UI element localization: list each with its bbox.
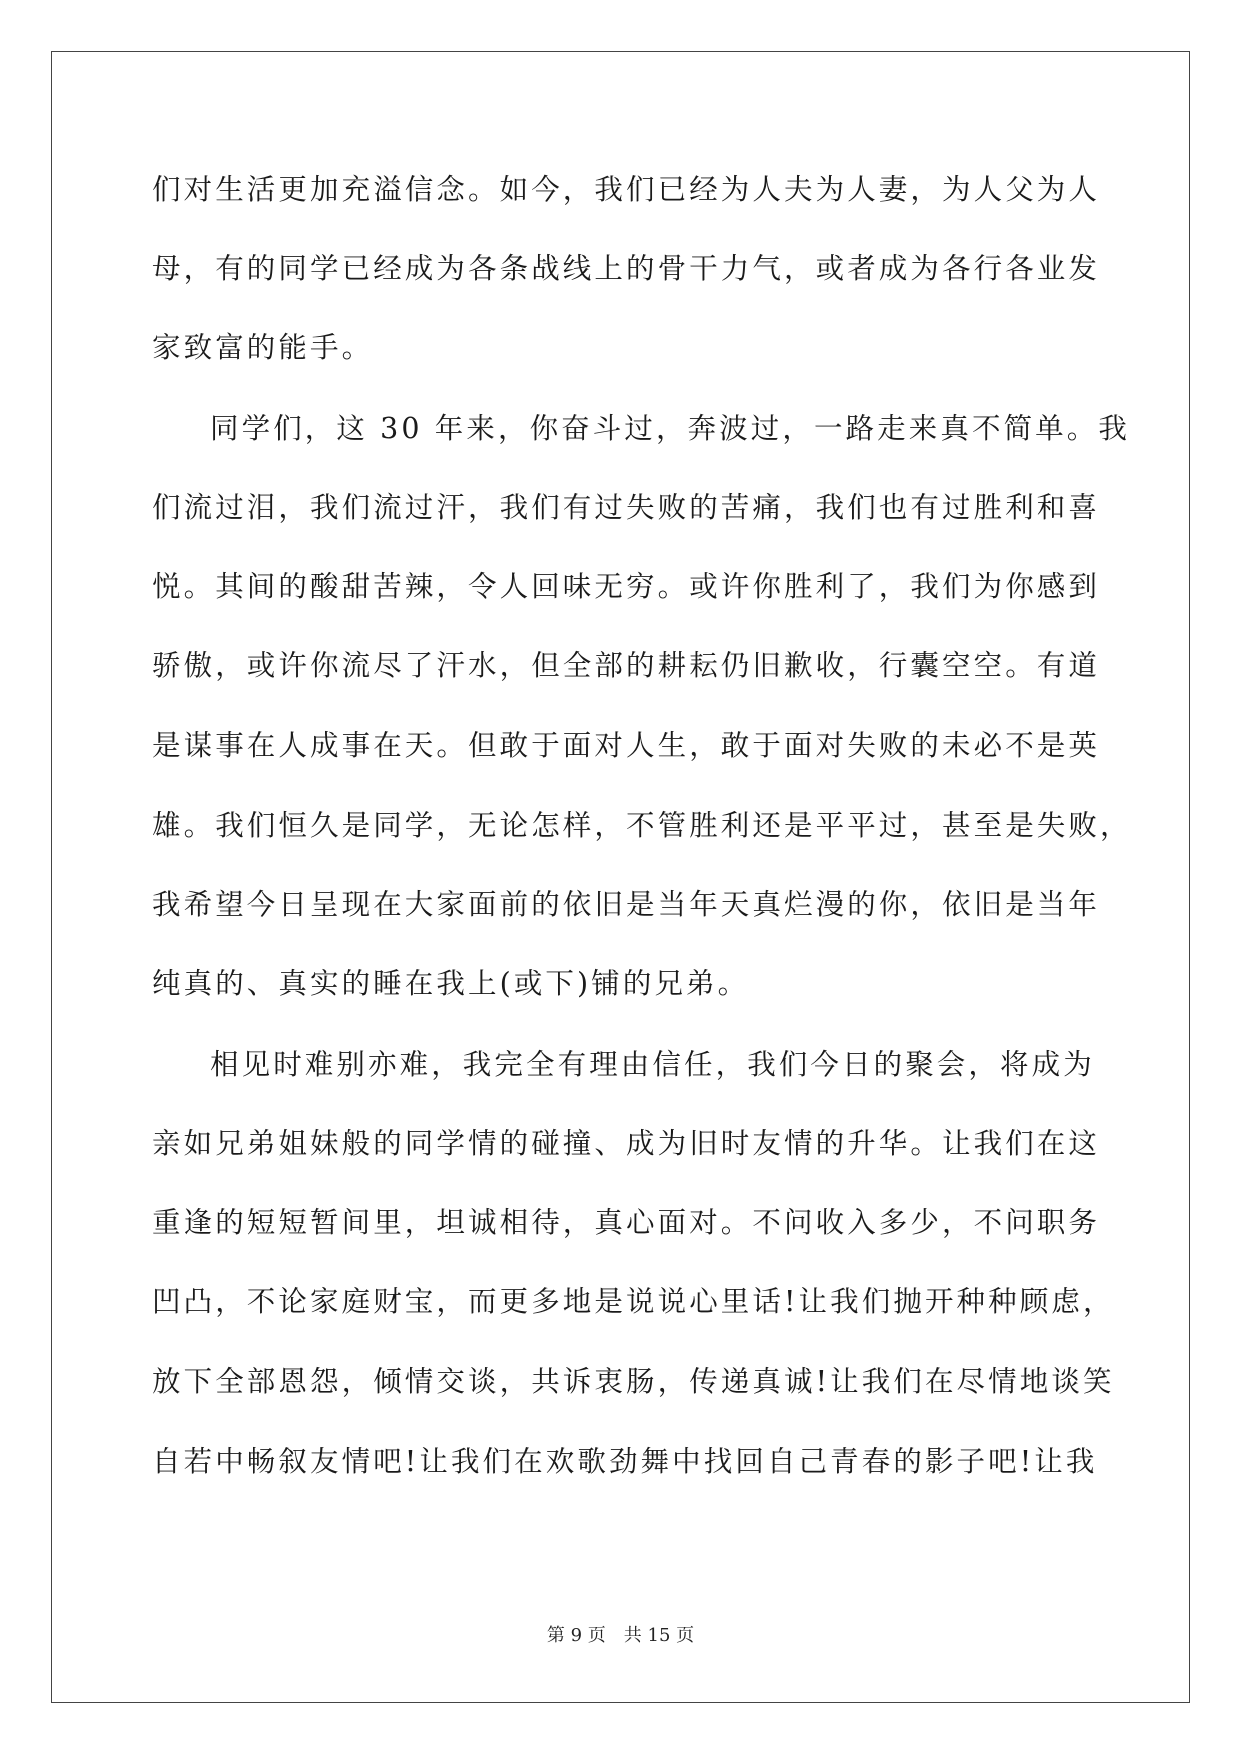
paragraph-line: 们流过泪，我们流过汗，我们有过失败的苦痛，我们也有过胜利和喜 <box>152 491 1101 524</box>
paragraph-line: 是谋事在人成事在天。但敢于面对人生，敢于面对失败的未必不是英 <box>152 729 1101 762</box>
paragraph-line: 放下全部恩怨，倾情交谈，共诉衷肠，传递真诚!让我们在尽情地谈笑 <box>152 1365 1115 1398</box>
paragraph-line: 雄。我们恒久是同学，无论怎样，不管胜利还是平平过，甚至是失败， <box>152 809 1132 842</box>
page-number: 第 9 页 <box>546 1625 606 1646</box>
paragraph-line: 亲如兄弟姐妹般的同学情的碰撞、成为旧时友情的升华。让我们在这 <box>152 1127 1101 1160</box>
page-total: 共 15 页 <box>623 1625 695 1646</box>
paragraph-line: 们对生活更加充溢信念。如今，我们已经为人夫为人妻，为人父为人 <box>152 173 1101 206</box>
paragraph-line: 相见时难别亦难，我完全有理由信任，我们今日的聚会，将成为 <box>210 1048 1095 1081</box>
paragraph-line: 母，有的同学已经成为各条战线上的骨干力气，或者成为各行各业发 <box>152 252 1101 285</box>
paragraph-line: 悦。其间的酸甜苦辣，令人回味无穷。或许你胜利了，我们为你感到 <box>152 570 1101 603</box>
paragraph-line: 我希望今日呈现在大家面前的依旧是当年天真烂漫的你，依旧是当年 <box>152 888 1101 921</box>
paragraph-line: 纯真的、真实的睡在我上(或下)铺的兄弟。 <box>152 967 750 1000</box>
page-footer <box>0 1624 1241 1648</box>
paragraph-line: 凹凸，不论家庭财宝，而更多地是说说心里话!让我们抛开种种顾虑， <box>152 1285 1115 1318</box>
paragraph-line: 同学们，这 30 年来，你奋斗过，奔波过，一路走来真不简单。我 <box>210 412 1130 445</box>
paragraph-line: 骄傲，或许你流尽了汗水，但全部的耕耘仍旧歉收，行囊空空。有道 <box>152 649 1101 682</box>
paragraph-line: 自若中畅叙友情吧!让我们在欢歌劲舞中找回自己青春的影子吧!让我 <box>152 1445 1098 1478</box>
paragraph-line: 家致富的能手。 <box>152 331 374 364</box>
paragraph-line: 重逢的短短暂间里，坦诚相待，真心面对。不问收入多少，不问职务 <box>152 1206 1101 1239</box>
